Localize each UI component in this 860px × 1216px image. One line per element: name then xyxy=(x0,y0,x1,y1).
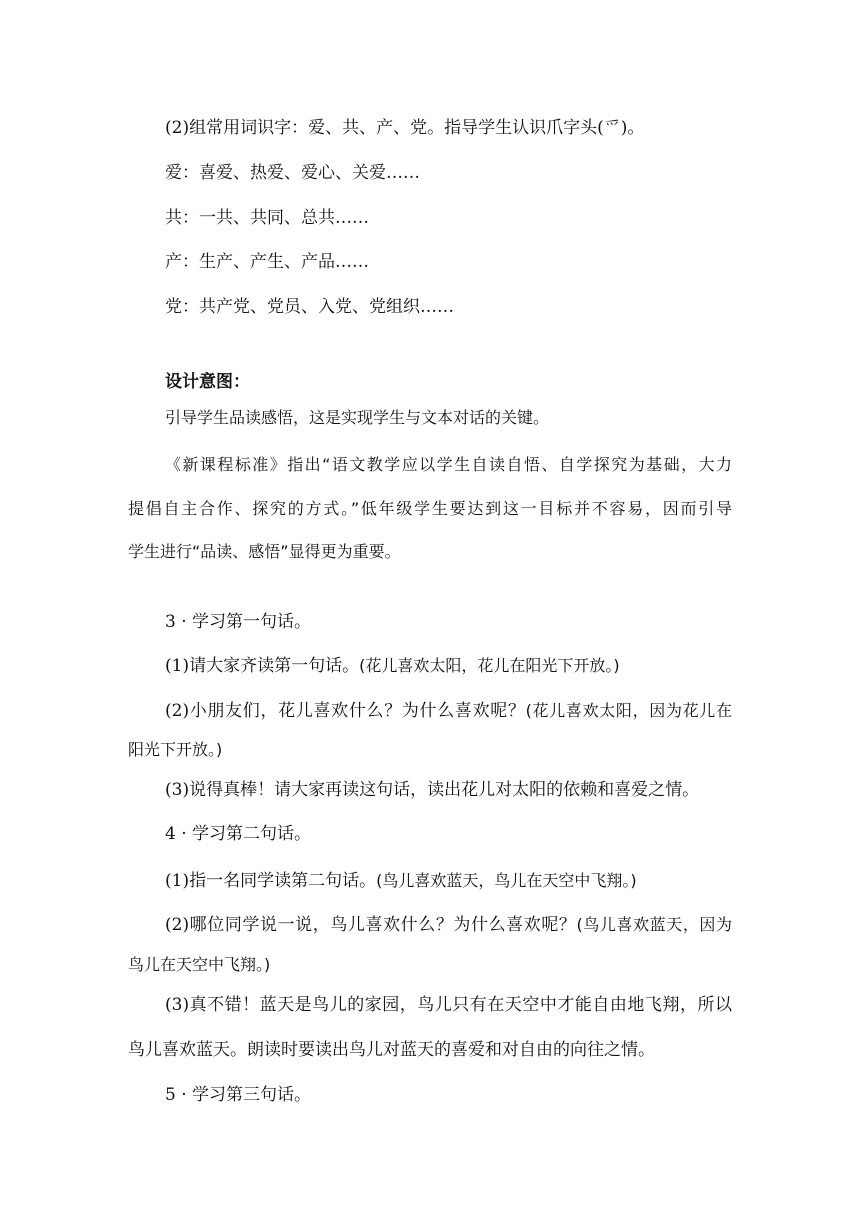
design-intent-paragraph-line: 《新课程标准》指出“语文教学应以学生自读自悟、自学探究为基础，大力 xyxy=(165,455,732,474)
word-group-chan: 产：生产、产生、产品…… xyxy=(165,252,369,272)
step-3-question-3: (3)说得真棒！请大家再读这句话，读出花儿对太阳的依赖和喜爱之情。 xyxy=(165,780,700,800)
step-4-question-2-cont: 鸟儿在天空中飞翔。) xyxy=(128,955,271,974)
design-intent-line: 引导学生品读感悟，这是实现学生与文本对话的关键。 xyxy=(165,408,550,427)
step-3-title: 3 · 学习第一句话。 xyxy=(165,612,312,632)
step-4-question-2: (2)哪位同学说一说，鸟儿喜欢什么？为什么喜欢呢？(鸟儿喜欢蓝天，因为 xyxy=(165,915,732,935)
word-group-dang: 党：共产党、党员、入党、党组织…… xyxy=(165,297,454,317)
design-intent-paragraph-line: 提倡自主合作、探究的方式。”低年级学生要达到这一目标并不容易，因而引导 xyxy=(128,499,732,518)
step-3-question-1: (1)请大家齐读第一句话。(花儿喜欢太阳，花儿在阳光下开放。) xyxy=(165,656,620,676)
design-intent-paragraph-line: 学生进行“品读、感悟”显得更为重要。 xyxy=(128,542,401,561)
step-5-title: 5 · 学习第三句话。 xyxy=(165,1085,312,1105)
word-study-intro: (2)组常用词识字：爱、共、产、党。指导学生认识爪字头(爫)。 xyxy=(165,118,645,138)
word-group-gong: 共：一共、共同、总共…… xyxy=(165,208,369,228)
step-4-question-3-cont: 鸟儿喜欢蓝天。朗读时要读出鸟儿对蓝天的喜爱和对自由的向往之情。 xyxy=(128,1040,655,1060)
step-4-question-3: (3)真不错！蓝天是鸟儿的家园，鸟儿只有在天空中才能自由地飞翔，所以 xyxy=(165,995,732,1015)
word-group-ai: 爱：喜爱、热爱、爱心、关爱…… xyxy=(165,163,420,183)
design-intent-heading: 设计意图： xyxy=(165,372,250,392)
step-4-question-1: (1)指一名同学读第二句话。(鸟儿喜欢蓝天，鸟儿在天空中飞翔。) xyxy=(165,871,637,891)
step-3-question-2: (2)小朋友们，花儿喜欢什么？为什么喜欢呢？(花儿喜欢太阳，因为花儿在 xyxy=(165,701,732,721)
step-4-title: 4 · 学习第二句话。 xyxy=(165,824,312,844)
step-3-question-2-cont: 阳光下开放。) xyxy=(128,740,223,759)
